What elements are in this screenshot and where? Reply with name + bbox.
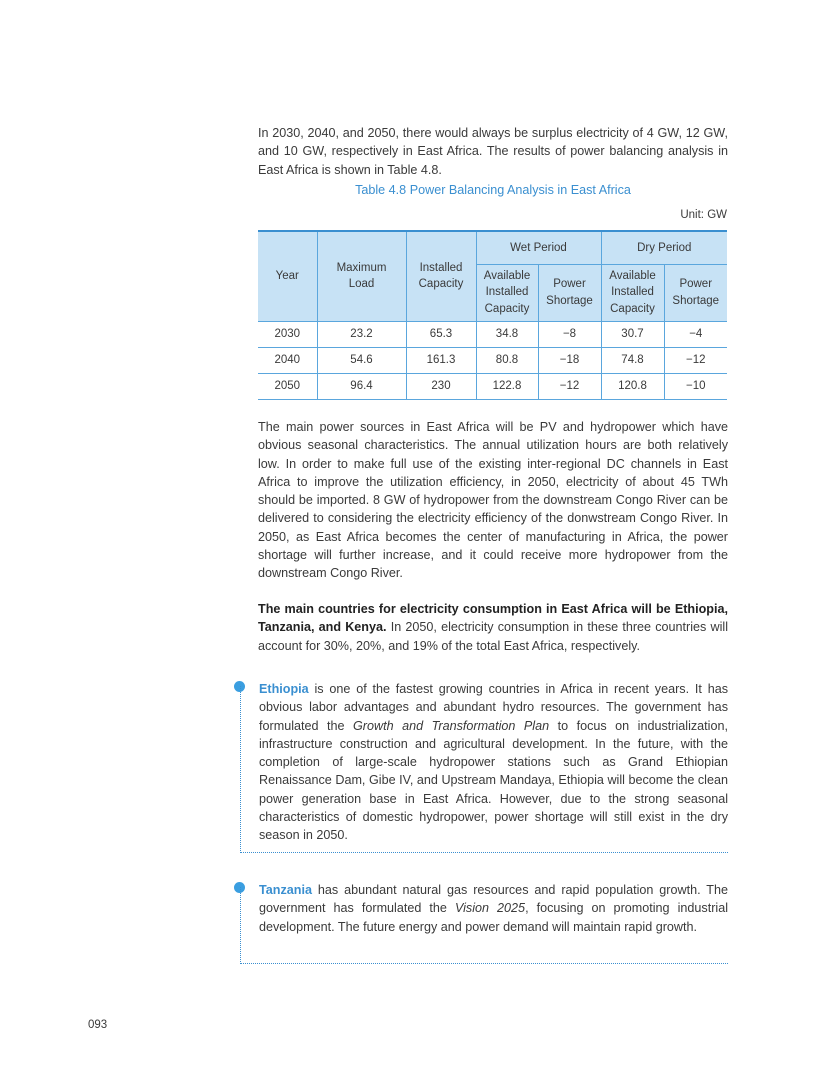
cell: 30.7: [601, 321, 664, 347]
tanzania-box: [240, 883, 728, 964]
header-wet-shortage: Power Shortage: [538, 264, 601, 321]
page-number: 093: [88, 1019, 108, 1031]
cell: −12: [664, 347, 727, 373]
cell: 122.8: [476, 373, 538, 399]
tanzania-text-b: , focusing on promoting industrial development. The future energy and power demand will maintain rapid growth.: [259, 901, 728, 934]
cell: 74.8: [601, 347, 664, 373]
table-row: [258, 321, 727, 347]
header-dry-period: Dry Period: [601, 231, 727, 264]
ethiopia-name: Ethiopia: [259, 682, 309, 696]
cell: 34.8: [476, 321, 538, 347]
cell: 96.4: [317, 373, 406, 399]
para3-rest: In 2050, electricity consumption in these three countries will account for 30%, 20%, and 19% of the total East Africa, respectively.: [258, 620, 728, 653]
cell: 23.2: [317, 321, 406, 347]
table-caption: Table 4.8 Power Balancing Analysis in East Africa: [355, 183, 631, 197]
header-dry-available: Available Installed Capacity: [601, 264, 664, 321]
ethiopia-plan-title: Growth and Transformation Plan: [353, 718, 550, 733]
tanzania-text-a: has abundant natural gas resources and rapid population growth. The government has formulated the: [259, 883, 728, 916]
header-max-load: Maximum Load: [317, 231, 406, 321]
cell: −10: [664, 373, 727, 399]
cell: 80.8: [476, 347, 538, 373]
cell: 54.6: [317, 347, 406, 373]
table-unit: Unit: GW: [680, 209, 727, 221]
tanzania-vision-title: Vision 2025: [454, 901, 526, 916]
header-wet-available: Available Installed Capacity: [476, 264, 538, 321]
cell: 2040: [258, 347, 317, 373]
cell: −8: [538, 321, 601, 347]
cell: 161.3: [406, 347, 476, 373]
cell: −12: [538, 373, 601, 399]
intro-paragraph: [258, 124, 728, 179]
table-row: [258, 347, 727, 373]
tanzania-name: Tanzania: [259, 883, 312, 897]
ethiopia-box: [240, 682, 728, 853]
cell: −18: [538, 347, 601, 373]
header-dry-shortage: Power Shortage: [664, 264, 727, 321]
header-year: Year: [258, 231, 317, 321]
para3-bold: The main countries for electricity consumption in East Africa will be Ethiopia, Tanzania, and Kenya.: [258, 602, 728, 635]
table-row: [258, 373, 727, 399]
cell: −4: [664, 321, 727, 347]
cell: 120.8: [601, 373, 664, 399]
power-sources-paragraph: [258, 418, 728, 583]
header-installed: Installed Capacity: [406, 231, 476, 321]
intro-text: In 2030, 2040, and 2050, there would always be surplus electricity of 4 GW, 12 GW, and 10 GW, respectively in East Africa. The results of power balancing analysis in East Africa is shown in Table 4.8.: [258, 126, 728, 177]
ethiopia-text-a: is one of the fastest growing countries in Africa in recent years. It has obvious labor advantages and abundant hydro resources. The government has formulated the: [259, 682, 728, 733]
para2-text: The main power sources in East Africa will be PV and hydropower which have obvious seasonal characteristics. The annual utilization hours are both relatively low. In order to make full use of the existing inter-regional DC channels in East Africa to improve the utilization efficiency, in 2050, electricity of about 45 TWh should be imported. 8 GW of hydropower from the downstream Congo River can be delivered to considering the electricity efficiency of the donwstream Congo River. In 2050, as East Africa becomes the center of manufacturing in Africa, the power shortage will further increase, and it could receive more hydropower from the downstream Congo River.: [258, 420, 728, 581]
cell: 2050: [258, 373, 317, 399]
header-wet-period: Wet Period: [476, 231, 601, 264]
cell: 2030: [258, 321, 317, 347]
main-countries-paragraph: [258, 600, 728, 655]
power-balance-table: [258, 230, 727, 400]
cell: 65.3: [406, 321, 476, 347]
ethiopia-text-b: to focus on industrialization, infrastructure construction and agricultural development. In the future, with the completion of large-scale hydropower stations such as Grand Ethiopian Renaissance Dam, Gibe IV, and Upstream Mandaya, Ethiopia will become the clean power generation base in East Africa. However, due to the strong seasonal characteristics of domestic hydropower, power shortage will still exist in the dry season in 2050.: [259, 718, 728, 843]
cell: 230: [406, 373, 476, 399]
